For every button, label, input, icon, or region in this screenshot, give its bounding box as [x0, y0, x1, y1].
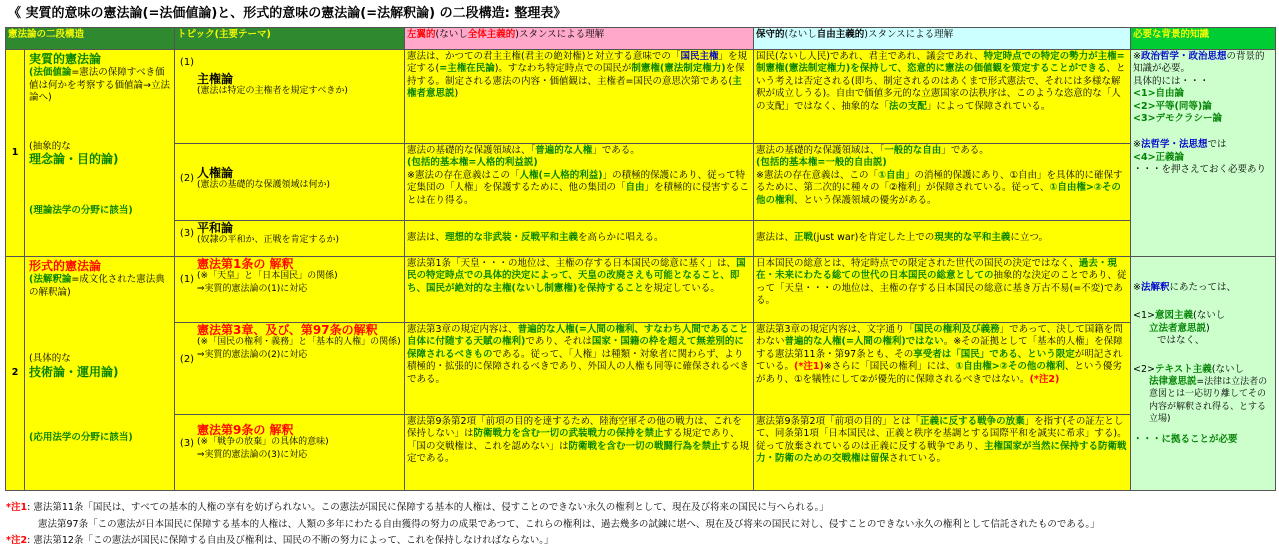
- footnote-1b: 憲法第97条「この憲法が日本国民に保障する基本的人権は、人類の多年にわたる自由獲得の努力の成果であつて、これらの権利は、過去幾多の試錬に堪へ、現在及び将来の国民に対し、侵すことのできない永久の権利として信託されたものである。」: [38, 518, 1100, 530]
- row-2-2: [6, 323, 1276, 415]
- topic-article-9: (3) 憲法第9条の 解釈 (※「戦争の放棄」の具体的意味) ⇒実質的憲法論の(3)に対応: [175, 415, 405, 491]
- topic-sovereignty: (1) 主権論 (憲法は特定の主権者を規定すべきか): [175, 50, 405, 144]
- header-left: 左翼的(ないし全体主義的)スタンスによる理解: [405, 28, 754, 50]
- right-article-97: 憲法第3章の規定内容は、文字通り「国民の権利及び義務」であって、決して国籍を問わない普遍的な人権(=人間の権利)ではない。※その証拠として「基本的人権」を保障する憲法第11条・第97条とも、その享受者は「国民」である、という限定が明記されている。(*注1)※さらに「国民の権利」には、①自由権>②その他の権利、という優劣があり、①を犠牲にして②が優先的に保障されるべきではない。(*注2): [754, 323, 1131, 415]
- header-structure: 憲法論の二段構造: [6, 28, 175, 50]
- left-article-97: 憲法第3章の規定内容は、普遍的な人権(=人間の権利、すなわち人間であること自体に付随する天賦の権利)であり、それは国家・国籍の枠を超えて無差別的に保障されるべきものである。従って、「人権」は種類・対象者に関わらず、より積極的・拡張的に保障されるべきであり、外国人の人権も同等に確保されるべきである。: [405, 323, 754, 415]
- summary-table: [5, 27, 1276, 491]
- header-topic: トピック(主要テーマ): [175, 28, 405, 50]
- header-background: 必要な背景的知識: [1131, 28, 1276, 50]
- row-2-3: [6, 415, 1276, 491]
- row-1-3: [6, 221, 1276, 257]
- left-human-rights: 憲法の基礎的な保護領域は、「普遍的な人権」である。 (包括的基本権=人格的利益説) ※憲法の存在意義はこの「人権(=人格的利益)」の積極的保護にあり、従って特定集団の「人権」を保護するために、他の集団の「自由」を積極的に侵害することは在り得る。: [405, 144, 754, 221]
- section-2-number: 2: [6, 257, 25, 491]
- row-1-1: [6, 50, 1276, 144]
- left-sovereignty: 憲法は、かつての君主主権(君主の絶対権)と対立する意味での「国民主権」を規定する(=主権在民論)。すなわち特定時点での国民が制憲権(憲法制定権力)を保持する。制定される憲法の内容・価値観は、主権者=国民の意思次第である(主権者意思説): [405, 50, 754, 144]
- topic-article-97: (2) 憲法第3章、及び、第97条の解釈 (※「国民の権利・義務」と「基本的人権」の関係) ⇒実質的憲法論の(2)に対応: [175, 323, 405, 415]
- right-human-rights: 憲法の基礎的な保護領域は、「一般的な自由」である。 (包括的基本権=一般的自由説) ※憲法の存在意義は、この「①自由」の消極的保護にあり、①自由」を具体的に確保するために、第二次的に種々の「②権利」が保障されている。従って、①自由権>②その他の権利、という保護領域の優劣がある。: [754, 144, 1131, 221]
- topic-human-rights: (2) 人権論 (憲法の基礎的な保護領域は何か): [175, 144, 405, 221]
- footnote-1: *注1: 憲法第11条「国民は、すべての基本的人権の享有を妨げられない。この憲法が国民に保障する基本的人権は、侵すことのできない永久の権利として、現在及び将来の国民に与へられる。」: [6, 502, 829, 513]
- left-article-1: 憲法第1条「天皇・・・の地位は、主権の存する日本国民の総意に基く」は、国民の特定時点での具体的決定によって、天皇の改廃さえも可能となること、即ち、国民が絶対的な主権(ないし制憲権)を保持することを規定している。: [405, 257, 754, 323]
- row-2-1: [6, 257, 1276, 323]
- topic-article-1: (1) 憲法第1条の 解釈 (※「天皇」と「日本国民」の関係) ⇒実質的憲法論の(1)に対応: [175, 257, 405, 323]
- right-article-9: 憲法第9条第2項「前項の目的」とは「正義に反する戦争の放棄」を指す(その証左として、同条第1項「日本国民は、正義と秩序を基調とする国際平和を誠実に希求」する)。従って放棄されているのは正義に反する戦争であり、主権国家が当然に保持する防衛戦力・防衛のための交戦権は留保されている。: [754, 415, 1131, 491]
- footnote-2: *注2: 憲法第12条「この憲法が国民に保障する自由及び権利は、国民の不断の努力によって、これを保持しなければならない。」: [6, 535, 554, 546]
- background-1: ※政治哲学・政治思想の背景的知識が必要。 具体的には・・・ <1>自由論 <2>平等(同等)論 <3>デモクラシー論 ※法哲学・法思想では <4>正義論 ・・・を押さえておく必要あり: [1131, 50, 1276, 257]
- header-right: 保守的(ないし自由主義的)スタンスによる理解: [754, 28, 1131, 50]
- page-title: 《 実質的意味の憲法論(=法価値論)と、形式的意味の憲法論(=法解釈論) の二段構造: 整理表》: [8, 6, 567, 21]
- left-peace: 憲法は、理想的な非武装・反戦平和主義を高らかに唱える。: [405, 221, 754, 257]
- topic-peace: (3) 平和論 (奴隷の平和か、正戦を肯定するか): [175, 221, 405, 257]
- section-1-label: 実質的憲法論 (法価値論=憲法の保障すべき価値は何かを考察する価値論→立法論へ) (抽象的な 理念論・目的論) (理論法学の分野に該当): [25, 50, 175, 257]
- row-1-2: [6, 144, 1276, 221]
- section-2-label: 形式的憲法論 (法解釈論=成文化された憲法典の解釈論) (具体的な 技術論・運用論) (応用法学の分野に該当): [25, 257, 175, 491]
- right-sovereignty: 国民(ないし人民)であれ、君主であれ、議会であれ、特定時点での特定の勢力が主権=制憲権(憲法制定権力)を保持して、恣意的に憲法の価値観を策定することができる、という考えは否定される(即ち、制定されるのはあくまで形式憲法で、それには多様な解釈が成立しうる)。自由で価値多元的な立憲国家の法秩序は、このような恣意的な「人の支配」ではなく、抽象的な「法の支配」によって保障されている。: [754, 50, 1131, 144]
- left-article-9: 憲法第9条第2項「前項の目的を達するため、陸海空軍その他の戦力は、これを保持しない」は防衛戦力を含む一切の武装戦力の保持を禁止する規定であり、「国の交戦権は、これを認めない」は防衛戦を含む一切の戦闘行為を禁止する規定である。: [405, 415, 754, 491]
- right-article-1: 日本国民の総意とは、特定時点での限定された世代の国民の決定ではなく、過去・現在・未来にわたる総ての世代の日本国民の総意としての抽象的な決定のことであり、従って「天皇・・・の地位は、主権の存する日本国民の総意に基き万古不易(=不変)である。: [754, 257, 1131, 323]
- footnotes: [6, 500, 1274, 550]
- header-row: [6, 28, 1276, 50]
- background-2: ※法解釈にあたっては、 <1>意図主義(ないし 立法者意思説) ではなく、 <2>テキスト主義(ないし 法律意思説=法律は立法者の意図とは一応切り離してその内容が解釈され得る、とする立場) ・・・に拠ることが必要: [1131, 257, 1276, 491]
- section-1-number: 1: [6, 50, 25, 257]
- right-peace: 憲法は、正戦(just war)を肯定した上での現実的な平和主義に立つ。: [754, 221, 1131, 257]
